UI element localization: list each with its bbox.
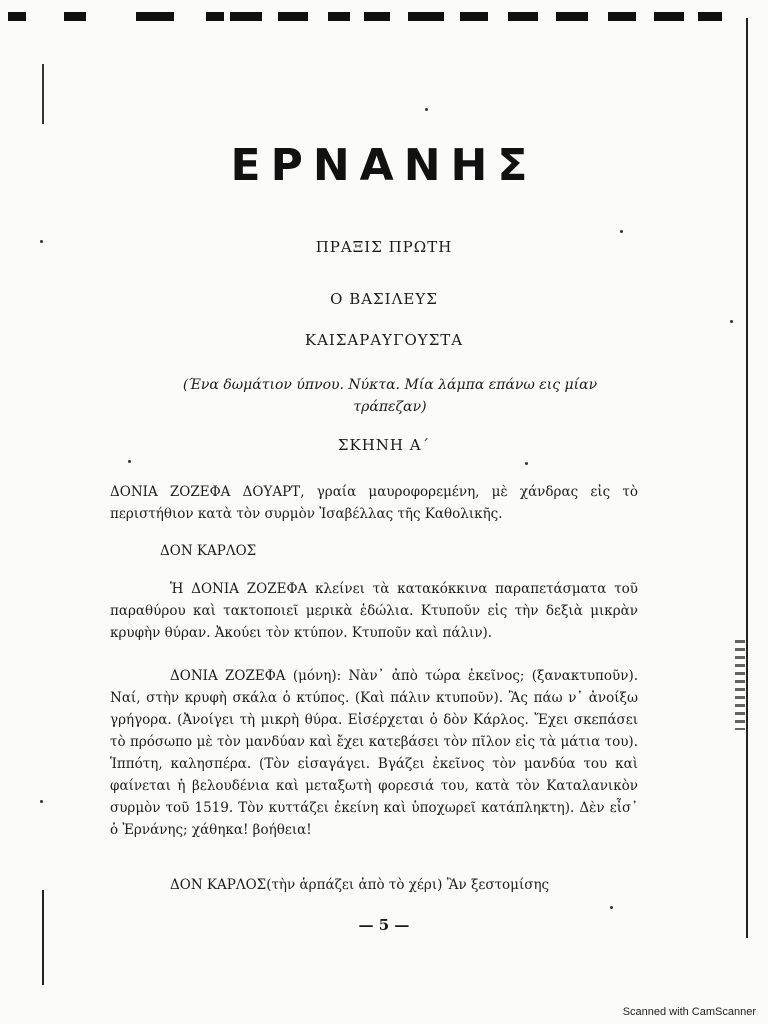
act-subtitle: Ο ΒΑΣΙΛΕΥΣ <box>330 290 438 308</box>
character-description: ΔΟΝΙΑ ΖΟΖΕΦΑ ΔΟΥΑΡΤ, γραία μαυροφορεμένη, μὲ χάνδρας εἰς τὸ περιστήθιον κατὰ τὸν συρμὸν Ἰσαβέλλας τῆς Καθολικῆς. <box>110 484 638 522</box>
scan-speck <box>730 320 733 323</box>
scan-left-mark <box>42 64 44 124</box>
character-name: ΔΟΝ ΚΑΡΛΟΣ <box>160 543 257 559</box>
play-title: ΕΡΝΑΝΗΣ <box>230 140 538 191</box>
location-heading: ΚΑΙΣΑΡΑΥΓΟΥΣΤΑ <box>304 331 464 349</box>
scan-speck <box>128 460 131 463</box>
scan-top-border <box>8 12 748 22</box>
scan-noise <box>735 640 745 730</box>
scan-speck <box>425 108 428 111</box>
scene-heading: ΣΚΗΝΗ Α΄ <box>337 436 431 454</box>
scan-speck <box>525 462 528 465</box>
dialogue-paragraph: ΔΟΝΙΑ ΖΟΖΕΦΑ (μόνη): Νὰν᾽ ἀπὸ τώρα ἐκεῖνος; (ξανακτυποῦν). Ναί, στὴν κρυφὴ σκάλα ὁ κτύπος. (Καὶ πάλιν κτυποῦν). Ἂς πάω ν᾽ ἀνοίξω γρήγορα. (Ἀνοίγει τὴ μικρὴ θύρα. Εἰσέρχεται ὁ δὸν Κάρλος. Ἔχει σκεπάσει τὸ πρόσωπο μὲ τὸν μανδύαν καὶ ἔχει κατεβάσει τὸν πῖλον εἰς τὰ μάτια του). Ἱππότη, καλησπέρα. (Τὸν εἰσαγάγει. Βγάζει ἐκεῖνος τὸν μανδύα του καὶ φαίνεται ἡ βελουδένια καὶ μεταξωτὴ φορεσιά του, κατὰ τὸν Καταλανικὸν συρμὸν τοῦ 1519. Τὸν κυττάζει ἐκείνη καὶ ὑποχωρεῖ κατάπληκτη). Δὲν εἶσ᾽ ὁ Ἐρνάνης; χάθηκα! βοήθεια! <box>110 668 638 838</box>
dialogue-paragraph: ΔΟΝ ΚΑΡΛΟΣ(τὴν ἁρπάζει ἀπὸ τὸ χέρι) Ἂν ξεστομίσης <box>170 877 550 893</box>
scan-left-mark <box>42 890 44 985</box>
stage-direction: (Ένα δωμάτιον ύπνου. Νύκτα. Μία λάμπα επάνω εις μίαν τράπεζαν) <box>182 377 598 415</box>
scan-speck <box>620 230 623 233</box>
scan-speck <box>40 800 43 803</box>
stage-action-paragraph: Ἡ ΔΟΝΙΑ ΖΟΖΕΦΑ κλείνει τὰ κατακόκκινα παραπετάσματα τοῦ παραθύρου καὶ τακτοποιεῖ μερικὰ ἑδώλια. Κτυποῦν εἰς τὴν δεξιὰ μικρὰν κρυφὴν θύραν. Ἀκούει τὸν κτύπον. Κτυποῦν καὶ πάλιν). <box>110 581 638 641</box>
scanner-watermark: Scanned with CamScanner <box>622 1006 756 1018</box>
act-heading: ΠΡΑΞΙΣ ΠΡΩΤΗ <box>315 238 453 256</box>
scan-speck <box>610 906 613 909</box>
page-number: — 5 — <box>358 916 410 934</box>
